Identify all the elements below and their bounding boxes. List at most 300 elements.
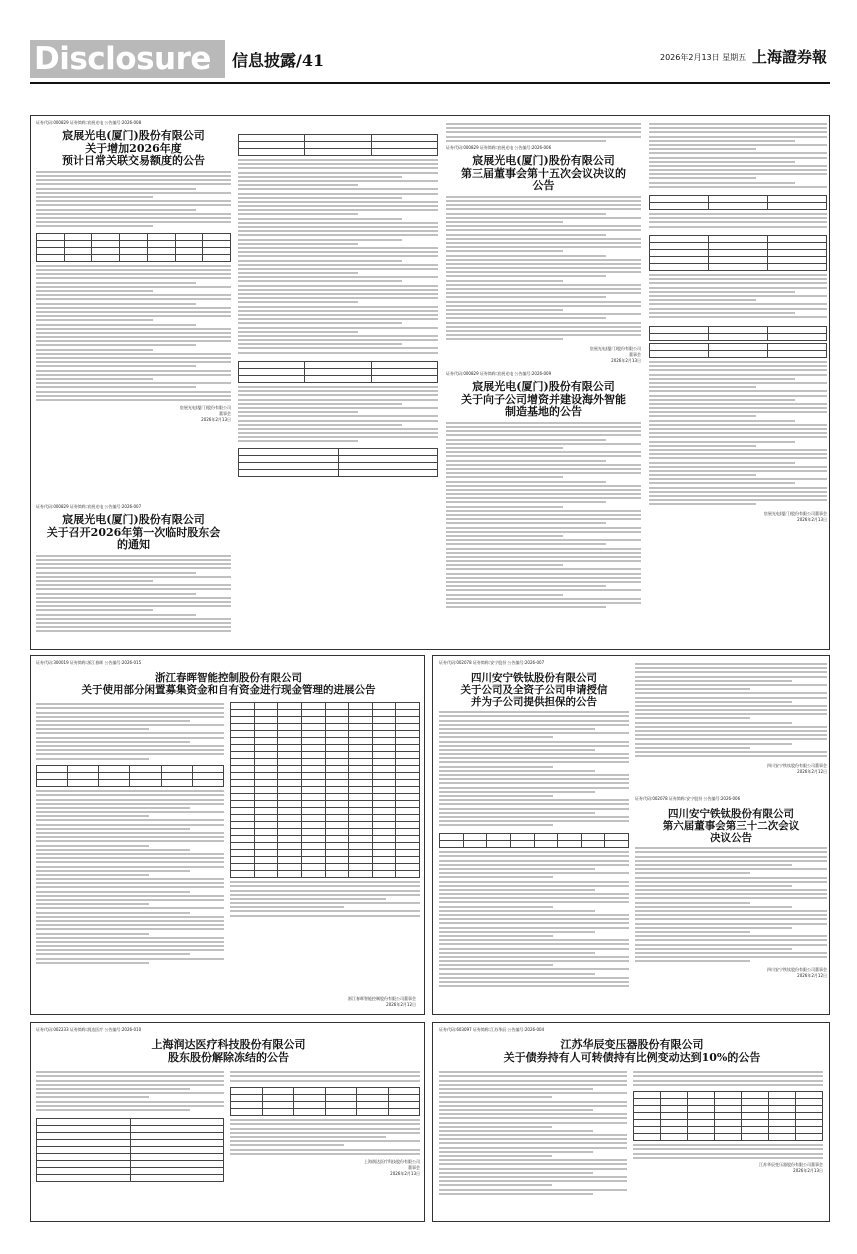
text-line	[635, 927, 792, 929]
text-line	[635, 956, 827, 958]
text-line	[36, 1096, 149, 1098]
notice-body	[36, 703, 224, 763]
column-right	[230, 1068, 420, 1177]
text-line	[439, 1159, 627, 1161]
notice-columns	[36, 1068, 421, 1208]
panel-runda	[30, 1022, 425, 1222]
text-line	[446, 200, 641, 202]
bond-holding-table	[633, 1091, 823, 1141]
text-line	[446, 426, 641, 428]
text-line	[635, 960, 750, 962]
text-line	[446, 259, 641, 261]
text-line	[238, 306, 438, 308]
notice-body-2	[439, 851, 629, 991]
text-line	[439, 906, 553, 908]
text-line	[649, 182, 795, 184]
text-line	[446, 514, 641, 516]
text-line	[238, 403, 402, 405]
text-line	[649, 213, 827, 215]
text-line	[446, 581, 641, 583]
text-line	[649, 161, 795, 163]
text-line	[230, 1132, 420, 1134]
notice-body-2	[238, 386, 438, 446]
column-right	[633, 1068, 823, 1174]
notice-meta: 证券代码:000829 证券简称:宸展光电 公告编号:2026-007	[36, 504, 142, 509]
text-line	[635, 864, 792, 866]
text-line	[36, 315, 231, 317]
text-line	[238, 280, 402, 282]
text-line	[446, 317, 606, 319]
text-line	[446, 434, 641, 436]
text-line	[439, 910, 595, 912]
text-line	[439, 1155, 552, 1157]
text-line	[439, 1151, 593, 1153]
text-line	[635, 684, 827, 686]
text-line	[36, 336, 231, 338]
text-line	[649, 487, 827, 489]
text-line	[649, 374, 827, 376]
text-line	[635, 952, 827, 954]
text-line	[446, 522, 606, 524]
notice-overseas-continued	[649, 120, 827, 648]
text-line	[36, 559, 231, 561]
text-line	[649, 474, 756, 476]
text-line	[230, 1140, 420, 1142]
notice-title: 宸展光电(厦门)股份有限公司 关于向子公司增资并建设海外智能 制造基地的公告	[461, 380, 626, 419]
text-line	[439, 732, 629, 734]
text-line	[439, 948, 629, 950]
notice-body	[439, 711, 629, 831]
text-line	[230, 1071, 420, 1073]
text-line	[36, 188, 196, 190]
text-line	[446, 552, 641, 554]
text-line	[446, 510, 641, 512]
text-line	[36, 365, 196, 367]
section-title: 信息披露/41	[232, 51, 325, 70]
text-line	[439, 824, 553, 826]
text-line	[446, 548, 641, 550]
notice-meeting-continued	[238, 120, 438, 648]
text-line	[36, 878, 224, 880]
text-line	[446, 531, 641, 533]
text-line	[439, 1084, 627, 1086]
text-line	[36, 749, 224, 751]
text-line	[230, 881, 420, 883]
notice-overseas-base	[446, 371, 641, 649]
text-line	[36, 192, 231, 194]
text-line	[36, 807, 190, 809]
text-line	[649, 449, 827, 451]
text-line	[439, 1163, 627, 1165]
text-line	[635, 697, 827, 699]
text-line	[238, 213, 358, 215]
text-line	[36, 361, 231, 363]
text-line	[633, 1144, 823, 1146]
text-line	[36, 924, 224, 926]
text-line	[635, 910, 827, 912]
text-line	[238, 399, 438, 401]
text-line	[36, 945, 224, 947]
text-line	[238, 390, 438, 392]
text-line	[439, 964, 553, 966]
text-line	[439, 778, 629, 780]
text-line	[439, 741, 629, 743]
wealth-product-table	[36, 765, 224, 787]
brand-logo: Disclosure	[30, 40, 225, 78]
text-line	[238, 222, 438, 224]
text-line	[238, 436, 438, 438]
text-line	[446, 263, 641, 265]
text-line	[238, 243, 358, 245]
text-line	[238, 432, 438, 434]
text-line	[36, 328, 231, 330]
text-line	[36, 794, 224, 796]
text-line	[446, 246, 641, 248]
text-line	[439, 914, 629, 916]
text-line	[446, 447, 563, 449]
text-line	[649, 369, 827, 371]
text-line	[635, 872, 750, 874]
notice-meta: 证券代码:000829 证券简称:宸展光电 公告编号:2026-006	[446, 145, 552, 150]
text-line	[230, 1149, 420, 1151]
text-line	[649, 186, 827, 188]
text-line	[36, 374, 231, 376]
text-line	[36, 382, 231, 384]
text-line	[36, 1092, 224, 1094]
text-line	[36, 563, 231, 565]
notice-signature: 宸展光电(厦门)股份有限公司 董事会 2026年2月13日	[179, 404, 231, 422]
text-line	[446, 131, 641, 133]
text-line	[635, 751, 827, 753]
text-line	[439, 787, 629, 789]
text-line	[36, 378, 153, 380]
text-line	[635, 701, 792, 703]
text-line	[446, 476, 563, 478]
notice-cash-management	[36, 660, 421, 1012]
text-line	[439, 901, 629, 903]
notice-title: 四川安宁铁钛股份有限公司 第六届董事会第三十二次会议 决议公告	[662, 808, 800, 845]
text-line	[36, 357, 231, 359]
text-line	[238, 251, 438, 253]
text-line	[238, 440, 358, 442]
text-line	[446, 577, 641, 579]
text-line	[649, 152, 827, 154]
text-line	[635, 948, 792, 950]
text-line	[439, 1075, 627, 1077]
text-line	[36, 933, 149, 935]
text-line	[446, 280, 563, 282]
text-line	[238, 301, 358, 303]
text-line	[649, 382, 827, 384]
notice-signature: 上海润达医疗科技股份有限公司 董事会 2026年2月13日	[364, 1159, 420, 1177]
text-line	[238, 352, 438, 354]
notice-board-resolution	[446, 120, 641, 370]
text-line	[36, 899, 224, 901]
text-line	[446, 422, 641, 424]
text-line	[238, 318, 438, 320]
notice-body-2	[633, 1071, 823, 1089]
text-line	[36, 200, 231, 202]
text-line	[36, 395, 231, 397]
notice-body-intro	[446, 123, 641, 145]
meeting-proposal-table	[238, 134, 438, 156]
notice-meta: 证券代码:603097 证券简称:江苏华辰 公告编号:2026-004	[439, 1027, 545, 1032]
text-line	[446, 451, 641, 453]
panel-chunhui	[30, 655, 425, 1015]
text-line	[230, 915, 420, 917]
notice-meta: 证券代码:002233 证券简称:润达医疗 公告编号:2026-010	[36, 1027, 142, 1032]
text-line	[439, 885, 629, 887]
text-line	[439, 711, 629, 713]
text-line	[439, 1184, 552, 1186]
notice-body	[635, 847, 827, 967]
text-line	[36, 824, 224, 826]
text-line	[439, 736, 553, 738]
text-line	[36, 937, 224, 939]
notice-meta: 证券代码:300019 证券简称:浙江春晖 公告编号:2026-015	[36, 660, 142, 665]
notice-meta: 证券代码:002078 证券简称:安宁股份 公告编号:2026-006	[635, 796, 741, 801]
text-line	[439, 808, 629, 810]
text-line	[439, 820, 629, 822]
notice-meta: 证券代码:000829 证券简称:宸展光电 公告编号:2026-009	[446, 371, 552, 376]
text-line	[36, 391, 231, 393]
text-line	[36, 597, 231, 599]
text-line	[635, 860, 827, 862]
notice-body-2	[649, 213, 827, 233]
column-left	[439, 1068, 627, 1201]
text-line	[238, 394, 438, 396]
text-line	[649, 312, 795, 314]
text-line	[446, 594, 563, 596]
text-line	[649, 173, 827, 175]
text-line	[446, 242, 641, 244]
text-line	[36, 340, 231, 342]
text-line	[439, 753, 629, 755]
text-line	[439, 881, 629, 883]
text-line	[649, 303, 827, 305]
text-line	[230, 894, 420, 896]
column-left	[36, 700, 224, 1000]
text-line	[36, 572, 196, 574]
text-line	[439, 816, 629, 818]
text-line	[36, 609, 153, 611]
text-line	[635, 935, 827, 937]
text-line	[649, 428, 827, 430]
text-line	[649, 457, 827, 459]
text-line	[36, 196, 153, 198]
text-line	[446, 589, 641, 591]
text-line	[446, 196, 641, 198]
text-line	[36, 745, 224, 747]
text-line	[635, 663, 827, 665]
notice-body-2	[36, 265, 231, 405]
text-line	[238, 310, 438, 312]
text-line	[649, 470, 827, 472]
text-line	[649, 144, 827, 146]
text-line	[238, 386, 438, 388]
notice-bond-holding	[439, 1027, 825, 1219]
text-line	[36, 866, 224, 868]
text-line	[36, 962, 149, 964]
text-line	[439, 757, 629, 759]
text-line	[635, 944, 827, 946]
text-line	[446, 136, 641, 138]
notice-credit-guarantee	[439, 660, 629, 1012]
text-line	[238, 415, 438, 417]
text-line	[238, 255, 438, 257]
text-line	[36, 886, 224, 888]
text-line	[36, 225, 153, 227]
text-line	[446, 250, 563, 252]
text-line	[649, 411, 827, 413]
text-line	[439, 1105, 627, 1107]
text-line	[36, 790, 224, 792]
text-line	[439, 782, 629, 784]
text-line	[446, 489, 641, 491]
notice-body	[446, 422, 641, 612]
notice-body-3	[633, 1144, 823, 1162]
text-line	[649, 136, 827, 138]
text-line	[649, 177, 756, 179]
text-line	[238, 347, 438, 349]
notice-shareholder-meeting	[36, 504, 231, 649]
text-line	[439, 1126, 552, 1128]
text-line	[649, 495, 827, 497]
text-line	[439, 803, 629, 805]
text-line	[446, 284, 641, 286]
text-line	[446, 334, 641, 336]
text-line	[649, 131, 827, 133]
text-line	[36, 874, 149, 876]
text-line	[649, 415, 756, 417]
text-line	[446, 338, 563, 340]
text-line	[649, 123, 827, 125]
text-line	[36, 912, 190, 914]
text-line	[439, 872, 629, 874]
text-line	[36, 311, 231, 313]
text-line	[649, 217, 827, 219]
notice-guarantee-continued	[635, 660, 827, 795]
text-line	[439, 922, 629, 924]
text-line	[439, 1147, 627, 1149]
text-line	[36, 703, 224, 705]
text-line	[446, 598, 641, 600]
panel-anning	[432, 655, 830, 1015]
guarantee-table	[439, 833, 629, 848]
text-line	[36, 175, 231, 177]
text-line	[446, 518, 641, 520]
text-line	[36, 758, 149, 760]
text-line	[439, 968, 629, 970]
text-line	[439, 864, 629, 866]
text-line	[36, 1101, 224, 1103]
text-line	[439, 724, 629, 726]
text-line	[635, 923, 827, 925]
text-line	[439, 1130, 593, 1132]
text-line	[439, 868, 595, 870]
text-line	[36, 555, 231, 557]
text-line	[36, 832, 224, 834]
text-line	[36, 580, 153, 582]
text-line	[635, 667, 827, 669]
text-line	[446, 305, 641, 307]
text-line	[635, 738, 827, 740]
text-line	[649, 424, 827, 426]
text-line	[36, 265, 231, 267]
text-line	[36, 753, 224, 755]
text-line	[446, 539, 641, 541]
text-line	[238, 176, 402, 178]
text-line	[649, 221, 827, 223]
text-line	[446, 485, 641, 487]
text-line	[238, 201, 438, 203]
text-line	[238, 420, 438, 422]
text-line	[36, 724, 224, 726]
text-line	[635, 688, 750, 690]
text-line	[439, 931, 595, 933]
text-line	[238, 424, 402, 426]
text-line	[649, 169, 827, 171]
text-line	[446, 556, 641, 558]
text-line	[649, 308, 827, 310]
text-line	[446, 309, 563, 311]
text-line	[649, 299, 756, 301]
text-line	[439, 851, 629, 853]
text-line	[649, 127, 827, 129]
text-line	[238, 428, 438, 430]
text-line	[238, 335, 438, 337]
text-line	[230, 906, 344, 908]
notice-body	[238, 159, 438, 359]
text-line	[238, 247, 438, 249]
text-line	[230, 1136, 386, 1138]
text-line	[439, 960, 629, 962]
text-line	[446, 606, 606, 608]
notice-signature: 四川安宁铁钛股份有限公司董事会 2026年2月12日	[767, 763, 827, 774]
notice-body-3	[230, 1119, 420, 1159]
text-line	[36, 630, 231, 632]
text-line	[635, 851, 827, 853]
text-line	[230, 1128, 420, 1130]
text-line	[446, 560, 641, 562]
text-line	[635, 877, 827, 879]
text-line	[635, 914, 827, 916]
notice-body-3	[230, 881, 420, 921]
text-line	[635, 722, 792, 724]
text-line	[439, 1134, 627, 1136]
text-line	[649, 157, 827, 159]
text-line	[635, 847, 827, 849]
text-line	[238, 239, 402, 241]
text-line	[649, 278, 827, 280]
text-line	[635, 856, 827, 858]
text-line	[633, 1084, 823, 1086]
text-line	[36, 907, 224, 909]
text-line	[649, 365, 827, 367]
text-line	[238, 193, 438, 195]
notice-columns	[439, 1068, 825, 1208]
panel-zhanzhan	[30, 115, 830, 650]
text-line	[439, 927, 629, 929]
text-line	[238, 339, 438, 341]
text-line	[439, 1113, 627, 1115]
text-line	[36, 294, 231, 296]
text-line	[635, 717, 750, 719]
text-line	[238, 180, 438, 182]
text-line	[36, 949, 224, 951]
text-line	[36, 221, 231, 223]
text-line	[36, 179, 231, 181]
